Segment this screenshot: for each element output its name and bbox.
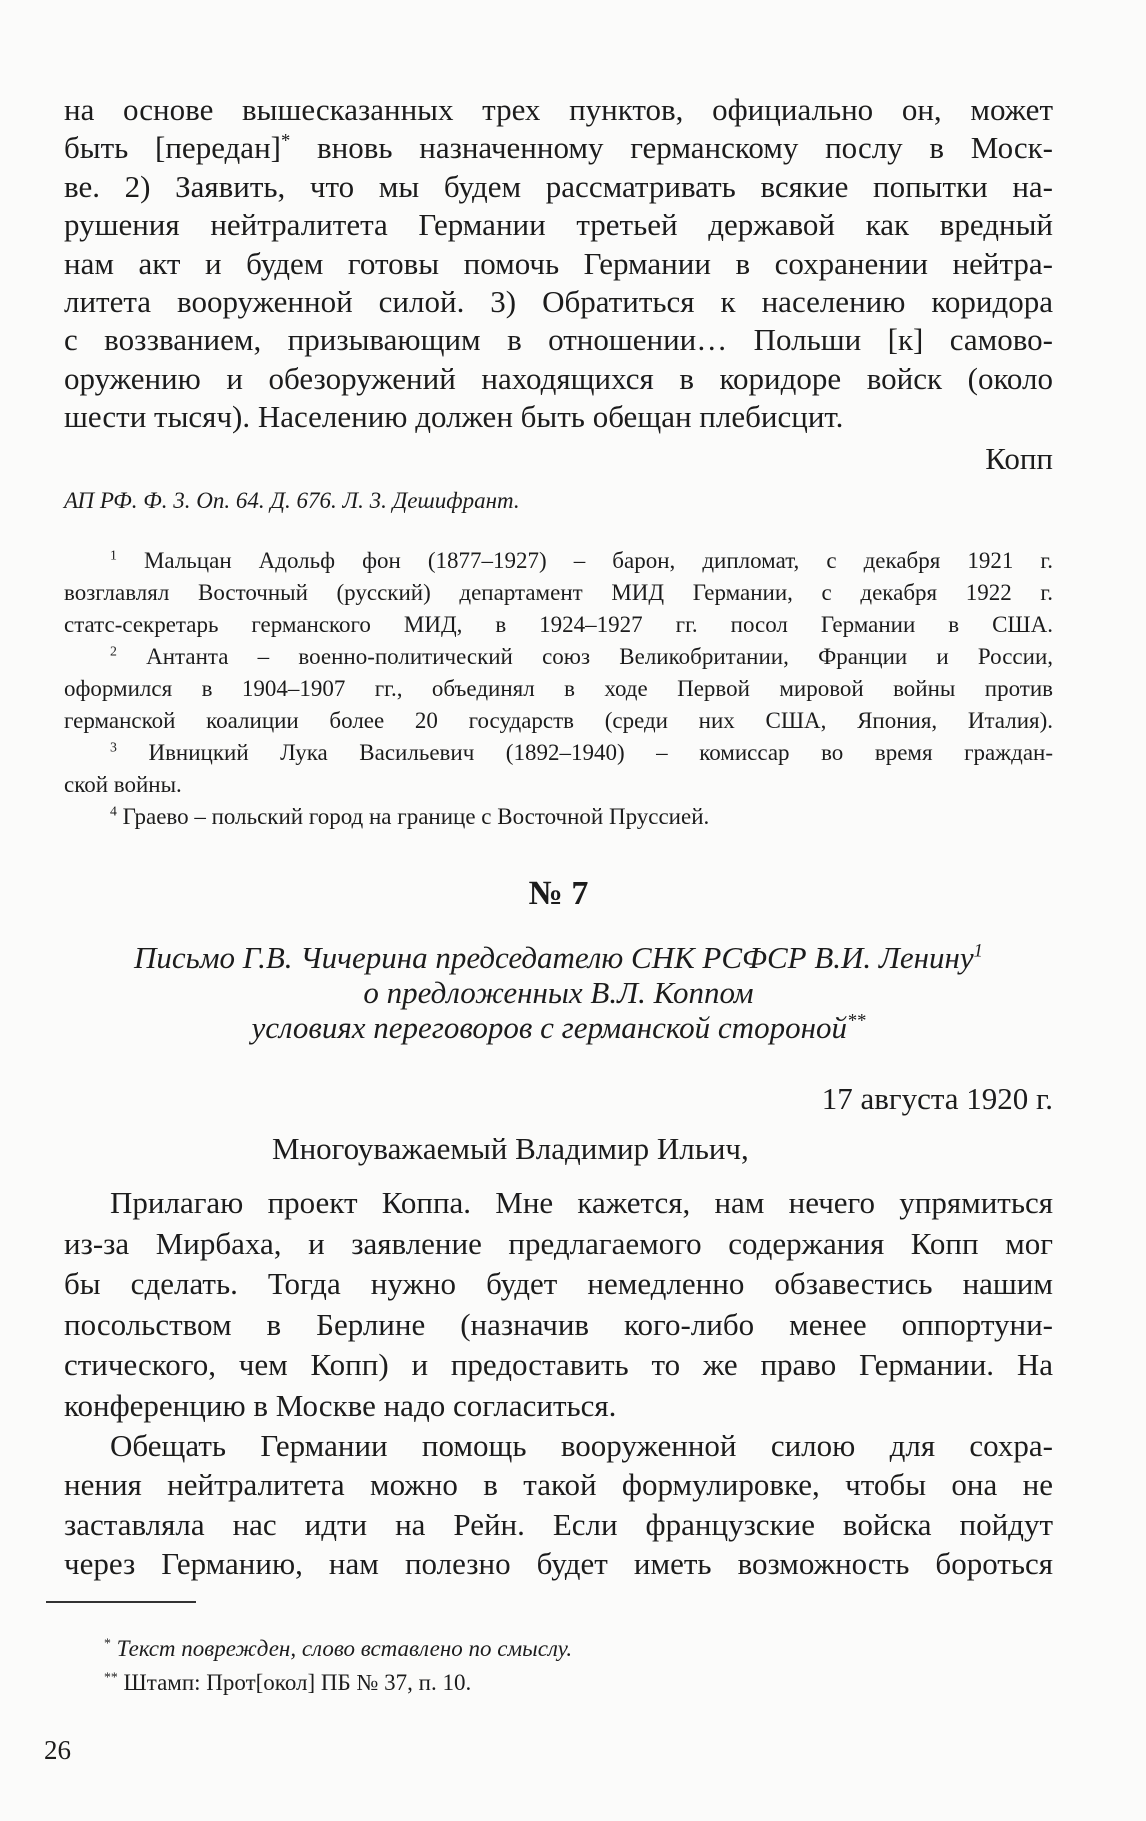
text: Письмо Г.В. Чичерина председателю СНК РСФСР В.И. Ленину: [134, 940, 974, 975]
document-title: [64, 940, 1053, 1045]
footnote-line: [64, 577, 1053, 609]
title-line: [64, 940, 1053, 975]
page-footnotes: [104, 1632, 1004, 1700]
footnote-marker: **: [104, 1669, 118, 1685]
text-line: из-за Мирбаха, и заявление предлагаемого содержания Копп мог: [64, 1225, 1053, 1261]
title-line: [64, 1010, 1053, 1045]
letter-date: 17 августа 1920 г.: [821, 1081, 1053, 1116]
footnote-marker: **: [846, 1010, 866, 1032]
text-line: бы сделать. Тогда нужно будет немедленно обзавестись нашим: [64, 1266, 1053, 1302]
text: условиях переговоров с германской стороной: [251, 1010, 847, 1045]
text: статс-секретарь германского МИД, в 1924–1927 гг. посол Германии в США.: [64, 612, 1053, 637]
footnote-number: 1: [110, 547, 117, 563]
greeting: Многоуважаемый Владимир Ильич,: [272, 1131, 749, 1166]
footnote-divider: [46, 1601, 196, 1603]
title-line: о предложенных В.Л. Коппом: [363, 975, 754, 1010]
text-line: Обещать Германии помощь вооруженной силою для сохра-: [110, 1428, 1053, 1463]
text: вновь назначенному германскому послу в Моск-: [290, 130, 1053, 166]
text-line: конференцию в Москве надо согласиться.: [64, 1387, 617, 1423]
document-number: № 7: [528, 875, 589, 912]
footnote-line: [64, 801, 1053, 833]
text-line: литета вооруженной силой. 3) Обратиться к населению коридора: [64, 283, 1053, 319]
footnote-line: [64, 705, 1053, 737]
footnote-line: [64, 737, 1053, 769]
text: Граево – польский город на границе с Восточной Пруссией.: [122, 804, 710, 829]
paragraph: [64, 1426, 1053, 1584]
footnote-marker: *: [280, 131, 291, 153]
text-line: рушения нейтралитета Германии третьей державой как вредный: [64, 207, 1053, 243]
footnote-marker: *: [104, 1635, 111, 1651]
footnote-number: 4: [110, 803, 117, 819]
text: Антанта – военно-политический союз Великобритании, Франции и России,: [146, 644, 1054, 669]
footnote-number: 2: [110, 643, 117, 659]
paragraph: [64, 1183, 1053, 1427]
footnote-line: [64, 545, 1053, 577]
text-line: Прилагаю проект Коппа. Мне кажется, нам нечего упрямиться: [110, 1185, 1053, 1220]
text-line: с воззванием, призывающим в отношении… Польши [к] самово-: [64, 322, 1053, 358]
text: возглавлял Восточный (русский) департамент МИД Германии, с декабря 1922 г.: [64, 580, 1053, 605]
page-footnote: [104, 1632, 1004, 1666]
text: Ивницкий Лука Васильевич (1892–1940) – комиссар во время граждан-: [148, 740, 1053, 765]
text-line: заставляла нас идти на Рейн. Если французские войска пойдут: [64, 1506, 1053, 1542]
text-line: шести тысяч). Населению должен быть обещан плебисцит.: [64, 399, 844, 435]
signature: Копп: [985, 441, 1053, 476]
text: Мальцан Адольф фон (1877–1927) – барон, дипломат, с декабря 1921 г.: [143, 548, 1054, 573]
text-line: [64, 129, 1053, 167]
text: Штамп: Прот[окол] ПБ № 37, п. 10.: [123, 1670, 472, 1695]
text-line: через Германию, нам полезно будет иметь возможность бороться: [64, 1546, 1053, 1582]
footnote-number: 3: [110, 739, 117, 755]
footnote-marker: 1: [973, 940, 983, 962]
paragraph-continuation: [64, 91, 1053, 437]
text-line: нам акт и будем готовы помочь Германии в сохранении нейтра-: [64, 245, 1053, 281]
archive-source: АП РФ. Ф. 3. Оп. 64. Д. 676. Л. 3. Дешифрант.: [64, 488, 520, 513]
footnote-line: [64, 769, 1053, 801]
text-line: посольством в Берлине (назначив кого-либо менее оппортуни-: [64, 1306, 1053, 1342]
footnote-line: [64, 641, 1053, 673]
page-footnote: [104, 1666, 1004, 1700]
text-line: на основе вышесказанных трех пунктов, официально он, может: [64, 92, 1053, 127]
footnote-line: [64, 609, 1053, 641]
text: германской коалиции более 20 государств (среди них США, Япония, Италия).: [64, 708, 1053, 733]
page-number: 26: [44, 1735, 71, 1765]
text: Текст поврежден, слово вставлено по смыслу.: [116, 1636, 573, 1661]
text: быть [передан]: [64, 130, 281, 166]
text-line: оружению и обезоружений находящихся в коридоре войск (около: [64, 360, 1053, 396]
text: оформился в 1904–1907 гг., объединял в ходе Первой мировой войны против: [64, 676, 1053, 701]
text: ской войны.: [64, 772, 182, 797]
text-line: стического, чем Копп) и предоставить то же право Германии. На: [64, 1347, 1053, 1383]
footnote-line: [64, 673, 1053, 705]
text-line: ве. 2) Заявить, что мы будем рассматривать всякие попытки на-: [64, 168, 1053, 204]
footnotes: [64, 545, 1053, 833]
text-line: нения нейтралитета можно в такой формулировке, чтобы она не: [64, 1467, 1053, 1503]
